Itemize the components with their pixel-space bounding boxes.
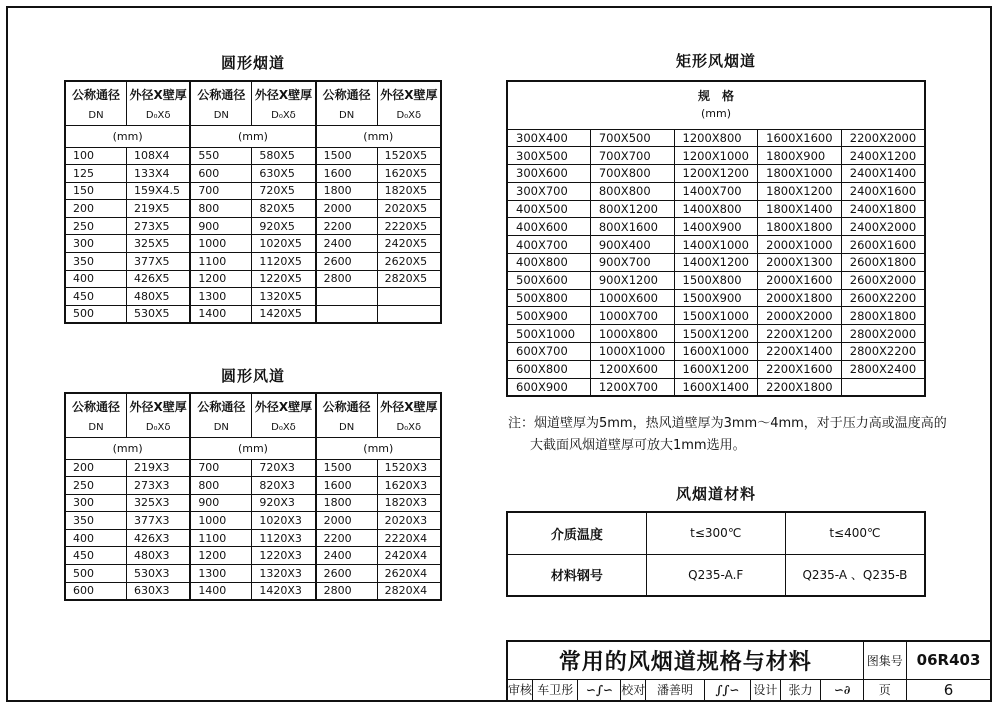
od-cell: 273X3	[127, 477, 191, 495]
od-cell: 1020X3	[252, 512, 316, 530]
materials-steel-value-1: Q235-A.F	[646, 554, 785, 596]
table-row	[507, 236, 925, 254]
rect-size-cell: 2000X2000	[758, 307, 842, 325]
rect-size-cell: 300X600	[507, 165, 590, 183]
dn-cell: 350	[65, 253, 127, 271]
designer-name: 张力	[780, 679, 821, 701]
rect-size-cell: 2200X2000	[841, 129, 925, 147]
rect-size-cell: 1600X1400	[674, 378, 758, 396]
od-cell	[377, 305, 441, 323]
od-cell: 1120X3	[252, 529, 316, 547]
dn-cell: 2600	[316, 253, 378, 271]
od-cell: 720X5	[252, 182, 316, 200]
rect-size-cell: 400X500	[507, 200, 590, 218]
dn-cell: 2400	[316, 235, 378, 253]
dn-subheader: DN	[65, 107, 127, 125]
od-subheader: D₀Xδ	[127, 107, 191, 125]
dn-cell: 2600	[316, 565, 378, 583]
rect-size-cell: 900X700	[590, 254, 674, 272]
dn-cell: 1400	[190, 305, 252, 323]
od-cell: 920X5	[252, 217, 316, 235]
rect-header-cell	[507, 81, 925, 129]
dn-cell: 2800	[316, 270, 378, 288]
od-cell: 2220X4	[377, 529, 441, 547]
od-cell: 159X4.5	[127, 182, 191, 200]
od-cell: 1320X5	[252, 288, 316, 306]
rect-size-cell: 900X400	[590, 236, 674, 254]
od-cell: 219X5	[127, 200, 191, 218]
od-cell: 920X3	[252, 494, 316, 512]
dn-header: 公称通径	[316, 81, 378, 107]
materials-table	[506, 511, 926, 597]
table-row	[65, 459, 441, 477]
table-row	[507, 343, 925, 361]
dn-cell: 2000	[316, 512, 378, 530]
unit-header: (mm)	[190, 125, 315, 147]
dn-header: 公称通径	[190, 393, 252, 419]
od-subheader: D₀Xδ	[127, 419, 191, 437]
od-cell: 530X5	[127, 305, 191, 323]
rect-size-cell: 1500X1200	[674, 325, 758, 343]
table-row	[65, 547, 441, 565]
od-subheader: D₀Xδ	[252, 419, 316, 437]
atlas-no-label: 图集号	[863, 641, 906, 679]
rect-unit: (mm)	[700, 107, 731, 121]
materials-row-temp	[507, 512, 925, 554]
dn-cell: 200	[65, 459, 127, 477]
od-cell: 480X5	[127, 288, 191, 306]
rect-size-cell: 1600X1600	[758, 129, 842, 147]
od-cell: 630X5	[252, 165, 316, 183]
table-row	[65, 200, 441, 218]
od-cell: 1420X5	[252, 305, 316, 323]
table-row	[507, 200, 925, 218]
rect-size-cell: 1500X900	[674, 289, 758, 307]
dn-subheader: DN	[316, 419, 378, 437]
dn-cell: 2400	[316, 547, 378, 565]
dn-cell: 1800	[316, 182, 378, 200]
od-header: 外径X壁厚	[377, 393, 441, 419]
dn-cell: 1400	[190, 582, 252, 600]
materials-temp-value-1: t≤300℃	[646, 512, 785, 554]
materials-steel-value-2: Q235-A 、Q235-B	[785, 554, 925, 596]
note-line-1: 注：烟道壁厚为5mm，热风道壁厚为3mm～4mm，对于压力高或温度高的	[508, 416, 947, 431]
od-cell: 426X5	[127, 270, 191, 288]
table-row	[65, 565, 441, 583]
designer-signature: ∽∂	[821, 679, 863, 701]
rect-size-cell: 1000X700	[590, 307, 674, 325]
rect-size-cell: 2200X1600	[758, 360, 842, 378]
od-cell: 1220X5	[252, 270, 316, 288]
rect-size-cell: 2800X1800	[841, 307, 925, 325]
od-cell: 325X3	[127, 494, 191, 512]
materials-temp-value-2: t≤400℃	[785, 512, 925, 554]
review-label: 审核	[507, 679, 533, 701]
od-cell: 630X3	[127, 582, 191, 600]
dn-cell: 400	[65, 270, 127, 288]
od-cell: 377X5	[127, 253, 191, 271]
od-cell: 1520X5	[377, 147, 441, 165]
dn-cell: 100	[65, 147, 127, 165]
dn-subheader: DN	[190, 107, 252, 125]
rect-size-cell: 700X700	[590, 147, 674, 165]
rect-size-cell: 1400X900	[674, 218, 758, 236]
od-cell: 1520X3	[377, 459, 441, 477]
od-cell: 820X5	[252, 200, 316, 218]
page-label: 页	[863, 679, 906, 701]
rect-size-cell: 400X800	[507, 254, 590, 272]
dn-cell: 1600	[316, 165, 378, 183]
table-row	[507, 307, 925, 325]
table-row	[65, 494, 441, 512]
table-row	[507, 325, 925, 343]
dn-cell: 250	[65, 477, 127, 495]
dn-cell: 600	[190, 165, 252, 183]
rect-size-cell: 2000X1600	[758, 271, 842, 289]
rect-size-cell: 800X800	[590, 182, 674, 200]
dn-subheader: DN	[190, 419, 252, 437]
dn-cell: 2800	[316, 582, 378, 600]
dn-cell: 150	[65, 182, 127, 200]
rect-size-cell: 1500X1000	[674, 307, 758, 325]
od-cell: 2220X5	[377, 217, 441, 235]
rect-size-cell: 1000X600	[590, 289, 674, 307]
od-header: 外径X壁厚	[252, 393, 316, 419]
table-row	[507, 165, 925, 183]
dn-cell: 900	[190, 494, 252, 512]
dn-header: 公称通径	[65, 81, 127, 107]
rect-size-cell: 2400X1800	[841, 200, 925, 218]
rect-size-cell: 1800X1000	[758, 165, 842, 183]
dn-header: 公称通径	[190, 81, 252, 107]
materials-temp-label: 介质温度	[507, 512, 646, 554]
rect-spec-header: 规 格	[697, 89, 734, 104]
od-subheader: D₀Xδ	[377, 107, 441, 125]
table-row	[507, 254, 925, 272]
dn-cell: 1000	[190, 235, 252, 253]
dn-cell: 500	[65, 305, 127, 323]
dn-cell: 1100	[190, 529, 252, 547]
rect-size-cell: 1200X600	[590, 360, 674, 378]
od-cell: 2020X3	[377, 512, 441, 530]
round-duct-table	[64, 392, 442, 601]
materials-row-steel	[507, 554, 925, 596]
dn-cell: 250	[65, 217, 127, 235]
title-block	[506, 640, 992, 702]
unit-header: (mm)	[190, 437, 315, 459]
dn-cell: 1500	[316, 147, 378, 165]
table-row	[65, 253, 441, 271]
dn-cell: 450	[65, 547, 127, 565]
round-duct-title: 圆形风道	[220, 367, 285, 385]
table-row	[65, 270, 441, 288]
rect-size-cell: 1200X800	[674, 129, 758, 147]
round-flue-table	[64, 80, 442, 324]
dn-cell: 300	[65, 235, 127, 253]
rect-size-cell: 1200X700	[590, 378, 674, 396]
rect-size-cell: 1400X1200	[674, 254, 758, 272]
table-row	[65, 305, 441, 323]
table-row	[65, 182, 441, 200]
rect-size-cell	[841, 378, 925, 396]
table-row	[65, 165, 441, 183]
rect-size-cell: 700X800	[590, 165, 674, 183]
dn-cell: 1200	[190, 270, 252, 288]
rect-size-cell: 2000X1800	[758, 289, 842, 307]
rect-size-cell: 2600X2200	[841, 289, 925, 307]
od-cell: 133X4	[127, 165, 191, 183]
dn-cell: 2200	[316, 529, 378, 547]
dn-cell: 1100	[190, 253, 252, 271]
rect-size-cell: 500X900	[507, 307, 590, 325]
rect-size-cell: 500X1000	[507, 325, 590, 343]
rect-size-cell: 2200X1400	[758, 343, 842, 361]
dn-cell: 1300	[190, 288, 252, 306]
unit-header: (mm)	[316, 125, 441, 147]
rect-size-cell: 1200X1200	[674, 165, 758, 183]
od-subheader: D₀Xδ	[377, 419, 441, 437]
od-header: 外径X壁厚	[127, 81, 191, 107]
unit-header: (mm)	[65, 125, 190, 147]
rect-size-cell: 2800X2400	[841, 360, 925, 378]
od-cell: 530X3	[127, 565, 191, 583]
rect-size-cell: 1200X1000	[674, 147, 758, 165]
dn-cell: 2000	[316, 200, 378, 218]
rect-size-cell: 1000X1000	[590, 343, 674, 361]
dn-subheader: DN	[65, 419, 127, 437]
od-cell: 377X3	[127, 512, 191, 530]
rect-size-cell: 2400X1600	[841, 182, 925, 200]
table-row	[507, 129, 925, 147]
table-row	[65, 529, 441, 547]
table-row	[507, 378, 925, 396]
dn-cell: 800	[190, 477, 252, 495]
table-row	[507, 147, 925, 165]
od-header: 外径X壁厚	[377, 81, 441, 107]
od-cell: 219X3	[127, 459, 191, 477]
dn-subheader: DN	[316, 107, 378, 125]
od-cell	[377, 288, 441, 306]
rect-size-cell: 2400X1400	[841, 165, 925, 183]
rect-size-cell: 400X700	[507, 236, 590, 254]
dn-cell: 350	[65, 512, 127, 530]
table-row	[507, 218, 925, 236]
rect-size-cell: 1800X1400	[758, 200, 842, 218]
rect-size-cell: 2600X1800	[841, 254, 925, 272]
od-cell: 580X5	[252, 147, 316, 165]
rect-size-cell: 1400X700	[674, 182, 758, 200]
od-cell: 480X3	[127, 547, 191, 565]
dn-cell: 500	[65, 565, 127, 583]
dn-cell: 700	[190, 182, 252, 200]
rect-size-cell: 1400X1000	[674, 236, 758, 254]
rect-size-cell: 1400X800	[674, 200, 758, 218]
od-cell: 2620X4	[377, 565, 441, 583]
rect-size-cell: 900X1200	[590, 271, 674, 289]
od-cell: 820X3	[252, 477, 316, 495]
dn-cell: 600	[65, 582, 127, 600]
rect-size-cell: 400X600	[507, 218, 590, 236]
table-row	[65, 217, 441, 235]
od-cell: 1220X3	[252, 547, 316, 565]
rect-size-cell: 2000X1300	[758, 254, 842, 272]
od-cell: 108X4	[127, 147, 191, 165]
materials-steel-label: 材料钢号	[507, 554, 646, 596]
od-cell: 2620X5	[377, 253, 441, 271]
checker-name: 潘善明	[646, 679, 704, 701]
design-label: 设计	[751, 679, 781, 701]
rect-size-cell: 2200X1200	[758, 325, 842, 343]
rect-duct-table	[506, 80, 926, 397]
rect-size-cell: 300X500	[507, 147, 590, 165]
dn-cell: 450	[65, 288, 127, 306]
table-row	[507, 360, 925, 378]
rect-size-cell: 2600X2000	[841, 271, 925, 289]
rect-size-cell: 2800X2200	[841, 343, 925, 361]
rect-size-cell: 600X700	[507, 343, 590, 361]
rect-size-cell: 1800X1200	[758, 182, 842, 200]
dn-cell: 1800	[316, 494, 378, 512]
table-row	[65, 147, 441, 165]
drawing-title: 常用的风烟道规格与材料	[507, 641, 863, 679]
rect-size-cell: 2600X1600	[841, 236, 925, 254]
dn-cell: 300	[65, 494, 127, 512]
rect-size-cell: 800X1200	[590, 200, 674, 218]
rect-size-cell: 2400X2000	[841, 218, 925, 236]
checker-signature: ∫∫∽	[704, 679, 750, 701]
od-cell: 2020X5	[377, 200, 441, 218]
od-cell: 1420X3	[252, 582, 316, 600]
rect-size-cell: 300X400	[507, 129, 590, 147]
rect-size-cell: 800X1600	[590, 218, 674, 236]
rect-size-cell: 1500X800	[674, 271, 758, 289]
table-row	[65, 477, 441, 495]
rect-duct-title: 矩形风烟道	[675, 52, 756, 70]
rect-size-cell: 1600X1000	[674, 343, 758, 361]
od-cell: 1620X5	[377, 165, 441, 183]
reviewer-signature: ∽∫∽	[578, 679, 621, 701]
rect-size-cell: 2200X1800	[758, 378, 842, 396]
dn-cell: 800	[190, 200, 252, 218]
table-row	[507, 182, 925, 200]
rect-size-cell: 600X800	[507, 360, 590, 378]
rect-size-cell: 2400X1200	[841, 147, 925, 165]
check-label: 校对	[621, 679, 646, 701]
dn-cell: 550	[190, 147, 252, 165]
dn-cell: 1600	[316, 477, 378, 495]
dn-cell: 1500	[316, 459, 378, 477]
dn-cell: 700	[190, 459, 252, 477]
unit-header: (mm)	[65, 437, 190, 459]
od-cell: 2820X4	[377, 582, 441, 600]
rect-size-cell: 2800X2000	[841, 325, 925, 343]
unit-header: (mm)	[316, 437, 441, 459]
table-row	[65, 235, 441, 253]
dn-cell	[316, 305, 378, 323]
note-line-2: 大截面风烟道壁厚可放大1mm选用。	[530, 438, 746, 453]
od-cell: 2820X5	[377, 270, 441, 288]
dn-cell: 1300	[190, 565, 252, 583]
table-row	[65, 512, 441, 530]
rect-size-cell: 500X800	[507, 289, 590, 307]
dn-cell: 1000	[190, 512, 252, 530]
rect-size-cell: 700X500	[590, 129, 674, 147]
od-cell: 2420X5	[377, 235, 441, 253]
dn-header: 公称通径	[65, 393, 127, 419]
dn-cell: 400	[65, 529, 127, 547]
table-row	[65, 582, 441, 600]
od-cell: 1120X5	[252, 253, 316, 271]
dn-cell: 2200	[316, 217, 378, 235]
od-cell: 1820X5	[377, 182, 441, 200]
rect-size-cell: 600X900	[507, 378, 590, 396]
rect-size-cell: 1000X800	[590, 325, 674, 343]
rect-size-cell: 1600X1200	[674, 360, 758, 378]
round-flue-title: 圆形烟道	[220, 54, 285, 72]
od-subheader: D₀Xδ	[252, 107, 316, 125]
dn-header: 公称通径	[316, 393, 378, 419]
rect-size-cell: 2000X1000	[758, 236, 842, 254]
od-cell: 1020X5	[252, 235, 316, 253]
rect-size-cell: 300X700	[507, 182, 590, 200]
dn-cell	[316, 288, 378, 306]
od-cell: 273X5	[127, 217, 191, 235]
reviewer-name: 车卫彤	[533, 679, 578, 701]
rect-size-cell: 1800X1800	[758, 218, 842, 236]
dn-cell: 1200	[190, 547, 252, 565]
od-cell: 325X5	[127, 235, 191, 253]
rect-size-cell: 500X600	[507, 271, 590, 289]
od-cell: 2420X4	[377, 547, 441, 565]
rect-size-cell: 1800X900	[758, 147, 842, 165]
materials-title: 风烟道材料	[675, 485, 756, 503]
od-cell: 1320X3	[252, 565, 316, 583]
od-cell: 1820X3	[377, 494, 441, 512]
dn-cell: 125	[65, 165, 127, 183]
note	[508, 413, 948, 457]
od-header: 外径X壁厚	[127, 393, 191, 419]
od-cell: 426X3	[127, 529, 191, 547]
table-row	[507, 289, 925, 307]
page-number: 6	[907, 679, 991, 701]
dn-cell: 200	[65, 200, 127, 218]
od-header: 外径X壁厚	[252, 81, 316, 107]
atlas-no: 06R403	[907, 641, 991, 679]
table-row	[65, 288, 441, 306]
dn-cell: 900	[190, 217, 252, 235]
od-cell: 1620X3	[377, 477, 441, 495]
table-row	[507, 271, 925, 289]
od-cell: 720X3	[252, 459, 316, 477]
